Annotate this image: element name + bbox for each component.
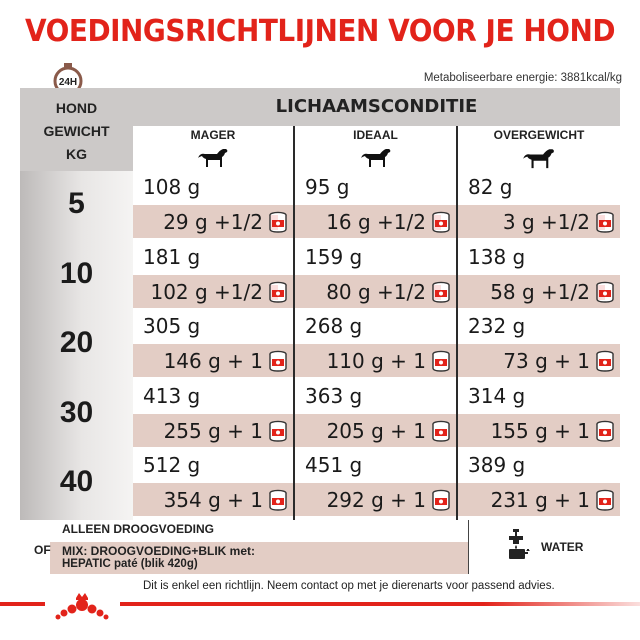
page-title: VOEDINGSRICHTLIJNEN VOOR JE HOND xyxy=(24,14,616,49)
weight-header-line: KG xyxy=(66,146,87,162)
dry-amount: 268 g xyxy=(305,314,363,338)
can-icon xyxy=(267,489,289,511)
mix-amount-label: 255 g + 1 xyxy=(163,419,263,443)
can-icon xyxy=(594,350,616,372)
mix-amount-label: 73 g + 1 xyxy=(503,349,590,373)
mix-amount xyxy=(133,205,293,238)
mix-amount xyxy=(133,414,293,447)
legend-water-label: WATER xyxy=(541,540,584,554)
dry-amount: 305 g xyxy=(143,314,201,338)
weight-header-line: HOND xyxy=(55,100,98,116)
mix-amount-label: 3 g +1/2 xyxy=(502,210,590,234)
dry-amount: 159 g xyxy=(305,245,363,269)
feeding-cell xyxy=(133,241,293,310)
can-icon xyxy=(594,420,616,442)
mix-amount-label: 292 g + 1 xyxy=(326,488,426,512)
can-icon xyxy=(267,350,289,372)
column-header-overgewicht xyxy=(458,126,620,171)
royal-canin-logo xyxy=(46,585,118,625)
mix-amount xyxy=(295,344,456,377)
can-icon xyxy=(430,211,452,233)
can-icon xyxy=(267,281,289,303)
weight-header xyxy=(20,88,133,171)
body-condition-title: LICHAAMSCONDITIE xyxy=(275,96,478,117)
weight-value: 5 xyxy=(68,187,85,220)
mix-amount-label: 102 g +1/2 xyxy=(150,280,263,304)
mix-amount xyxy=(458,414,620,447)
feeding-cell xyxy=(133,310,293,379)
column-header-label: IDEAAL xyxy=(353,128,398,142)
mix-amount xyxy=(295,275,456,308)
feeding-cell xyxy=(295,380,456,449)
weight-value: 10 xyxy=(59,257,94,290)
can-icon xyxy=(430,281,452,303)
mix-amount xyxy=(295,414,456,447)
column-header-label: MAGER xyxy=(190,128,236,142)
disclaimer: Dit is enkel een richtlijn. Neem contact op met je dierenarts voor passend advies. xyxy=(143,580,555,592)
legend-mix-line1: MIX: DROOGVOEDING+BLIK met: xyxy=(62,544,256,558)
feeding-cell xyxy=(458,241,620,310)
weight-value: 30 xyxy=(59,396,94,429)
dry-amount: 451 g xyxy=(305,453,363,477)
brand-line xyxy=(120,602,640,606)
mix-amount-label: 16 g +1/2 xyxy=(326,210,426,234)
column-divider xyxy=(293,126,295,520)
mix-amount xyxy=(133,275,293,308)
mix-amount-label: 354 g + 1 xyxy=(163,488,263,512)
feeding-cell xyxy=(133,380,293,449)
dry-amount: 314 g xyxy=(468,384,526,408)
mix-amount xyxy=(458,483,620,516)
feeding-cell xyxy=(295,241,456,310)
feeding-cell xyxy=(295,310,456,379)
can-icon xyxy=(594,489,616,511)
clock-label: 24H xyxy=(58,77,78,88)
mix-amount-label: 58 g +1/2 xyxy=(490,280,590,304)
feeding-cell xyxy=(295,171,456,240)
legend-mix-line2: HEPATIC paté (blik 420g) xyxy=(62,558,198,570)
can-icon xyxy=(430,350,452,372)
can-icon xyxy=(267,211,289,233)
weight-value: 40 xyxy=(59,465,94,498)
brand-line xyxy=(0,602,45,606)
feeding-cell xyxy=(133,171,293,240)
dry-amount: 82 g xyxy=(468,175,513,199)
dry-amount: 512 g xyxy=(143,453,201,477)
weight-value: 20 xyxy=(59,326,94,359)
dry-amount: 232 g xyxy=(468,314,526,338)
water-tap-icon xyxy=(505,527,537,561)
column-header-label: OVERGEWICHT xyxy=(493,128,585,142)
can-icon xyxy=(594,281,616,303)
weight-header-line: GEWICHT xyxy=(43,123,110,139)
mix-amount xyxy=(295,483,456,516)
mix-amount-label: 80 g +1/2 xyxy=(326,280,426,304)
feeding-cell xyxy=(133,449,293,518)
can-icon xyxy=(267,420,289,442)
feeding-cell xyxy=(458,310,620,379)
column-header-ideaal xyxy=(295,126,456,171)
mix-amount xyxy=(458,205,620,238)
can-icon xyxy=(594,211,616,233)
column-divider xyxy=(456,126,458,520)
mix-amount-label: 29 g +1/2 xyxy=(163,210,263,234)
legend-or: OF xyxy=(34,543,51,557)
mix-amount-label: 110 g + 1 xyxy=(326,349,426,373)
dog-icon xyxy=(195,144,231,170)
dry-amount: 389 g xyxy=(468,453,526,477)
mix-amount-label: 231 g + 1 xyxy=(490,488,590,512)
dry-amount: 95 g xyxy=(305,175,350,199)
dry-amount: 363 g xyxy=(305,384,363,408)
mix-amount-label: 155 g + 1 xyxy=(490,419,590,443)
mix-amount-label: 205 g + 1 xyxy=(326,419,426,443)
column-header-mager xyxy=(133,126,293,171)
feeding-cell xyxy=(458,449,620,518)
dry-amount: 181 g xyxy=(143,245,201,269)
feeding-cell xyxy=(458,171,620,240)
mix-amount-label: 146 g + 1 xyxy=(163,349,263,373)
dry-amount: 413 g xyxy=(143,384,201,408)
legend-only-dry: ALLEEN DROOGVOEDING xyxy=(62,522,215,536)
mix-amount xyxy=(133,483,293,516)
feeding-cell xyxy=(295,449,456,518)
mix-amount xyxy=(458,344,620,377)
feeding-cell xyxy=(458,380,620,449)
mix-amount xyxy=(133,344,293,377)
can-icon xyxy=(430,420,452,442)
mix-amount xyxy=(295,205,456,238)
metabolizable-energy: Metaboliseerbare energie: 3881kcal/kg xyxy=(423,72,622,84)
dry-amount: 108 g xyxy=(143,175,201,199)
dog-icon xyxy=(358,144,394,170)
dog-icon xyxy=(521,144,557,170)
can-icon xyxy=(430,489,452,511)
dry-amount: 138 g xyxy=(468,245,526,269)
mix-amount xyxy=(458,275,620,308)
